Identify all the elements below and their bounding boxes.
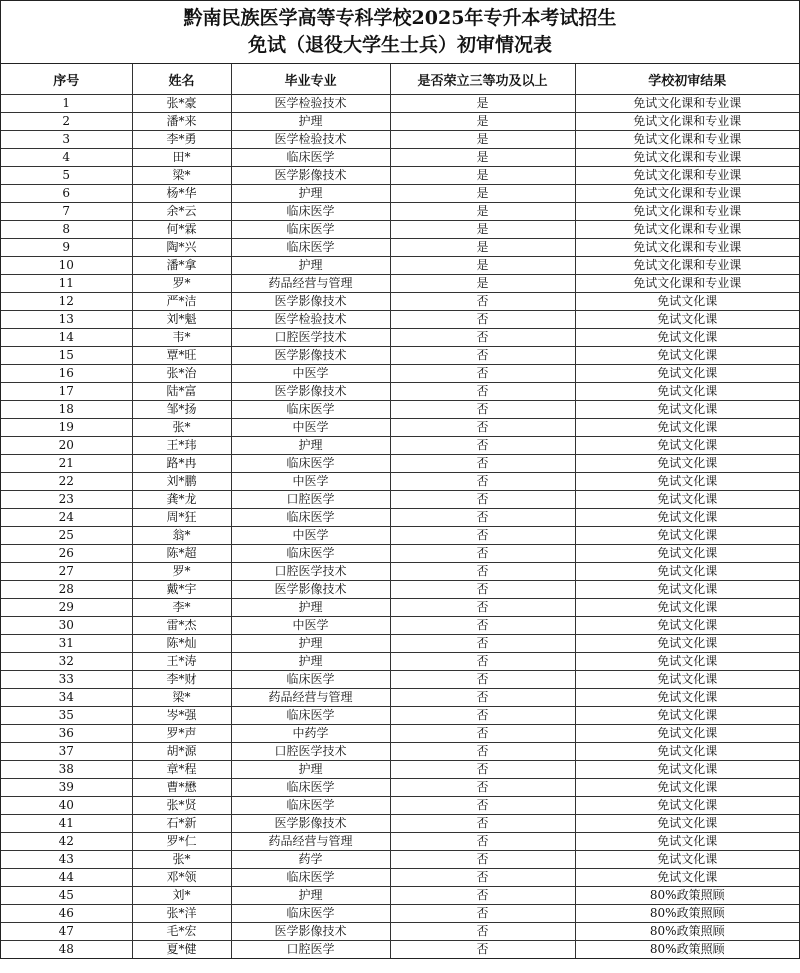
cell-serial-number: 22 bbox=[1, 473, 132, 491]
cell-major: 护理 bbox=[231, 113, 390, 131]
cell-review-result: 免试文化课和专业课 bbox=[575, 149, 799, 167]
cell-serial-number: 25 bbox=[1, 527, 132, 545]
cell-serial-number: 6 bbox=[1, 185, 132, 203]
cell-merit-award: 是 bbox=[390, 113, 575, 131]
cell-merit-award: 否 bbox=[390, 923, 575, 941]
cell-merit-award: 否 bbox=[390, 761, 575, 779]
cell-review-result: 免试文化课和专业课 bbox=[575, 113, 799, 131]
cell-merit-award: 否 bbox=[390, 617, 575, 635]
cell-name: 邹*扬 bbox=[132, 401, 231, 419]
cell-review-result: 80%政策照顾 bbox=[575, 887, 799, 905]
cell-merit-award: 否 bbox=[390, 509, 575, 527]
cell-merit-award: 否 bbox=[390, 815, 575, 833]
cell-major: 临床医学 bbox=[231, 239, 390, 257]
table-row bbox=[1, 365, 799, 383]
cell-name: 韦* bbox=[132, 329, 231, 347]
cell-review-result: 免试文化课 bbox=[575, 581, 799, 599]
cell-serial-number: 39 bbox=[1, 779, 132, 797]
cell-name: 龚*龙 bbox=[132, 491, 231, 509]
cell-major: 临床医学 bbox=[231, 905, 390, 923]
cell-name: 梁* bbox=[132, 689, 231, 707]
table-row bbox=[1, 131, 799, 149]
table-row bbox=[1, 149, 799, 167]
cell-serial-number: 27 bbox=[1, 563, 132, 581]
cell-name: 罗* bbox=[132, 275, 231, 293]
cell-review-result: 免试文化课和专业课 bbox=[575, 275, 799, 293]
cell-review-result: 免试文化课 bbox=[575, 473, 799, 491]
cell-merit-award: 否 bbox=[390, 599, 575, 617]
cell-merit-award: 是 bbox=[390, 221, 575, 239]
table-row bbox=[1, 797, 799, 815]
cell-serial-number: 1 bbox=[1, 95, 132, 113]
header-review-result: 学校初审结果 bbox=[575, 64, 799, 95]
cell-serial-number: 17 bbox=[1, 383, 132, 401]
cell-major: 临床医学 bbox=[231, 707, 390, 725]
cell-name: 张* bbox=[132, 851, 231, 869]
cell-serial-number: 29 bbox=[1, 599, 132, 617]
cell-review-result: 免试文化课 bbox=[575, 689, 799, 707]
cell-serial-number: 7 bbox=[1, 203, 132, 221]
table-row bbox=[1, 347, 799, 365]
cell-merit-award: 是 bbox=[390, 275, 575, 293]
cell-name: 罗*仁 bbox=[132, 833, 231, 851]
cell-review-result: 免试文化课和专业课 bbox=[575, 167, 799, 185]
cell-merit-award: 否 bbox=[390, 887, 575, 905]
cell-review-result: 免试文化课 bbox=[575, 779, 799, 797]
cell-name: 王*玮 bbox=[132, 437, 231, 455]
cell-major: 药学 bbox=[231, 851, 390, 869]
cell-serial-number: 33 bbox=[1, 671, 132, 689]
cell-review-result: 免试文化课 bbox=[575, 545, 799, 563]
cell-merit-award: 否 bbox=[390, 707, 575, 725]
cell-major: 医学影像技术 bbox=[231, 347, 390, 365]
table-row bbox=[1, 707, 799, 725]
cell-merit-award: 否 bbox=[390, 383, 575, 401]
cell-review-result: 免试文化课 bbox=[575, 653, 799, 671]
cell-major: 临床医学 bbox=[231, 671, 390, 689]
cell-review-result: 免试文化课 bbox=[575, 311, 799, 329]
cell-serial-number: 15 bbox=[1, 347, 132, 365]
cell-serial-number: 32 bbox=[1, 653, 132, 671]
cell-review-result: 免试文化课 bbox=[575, 797, 799, 815]
cell-major: 临床医学 bbox=[231, 797, 390, 815]
cell-name: 潘*拿 bbox=[132, 257, 231, 275]
review-results-table bbox=[1, 64, 799, 958]
cell-serial-number: 16 bbox=[1, 365, 132, 383]
cell-review-result: 免试文化课 bbox=[575, 725, 799, 743]
cell-review-result: 免试文化课 bbox=[575, 833, 799, 851]
cell-serial-number: 13 bbox=[1, 311, 132, 329]
cell-review-result: 免试文化课 bbox=[575, 455, 799, 473]
table-row bbox=[1, 743, 799, 761]
cell-merit-award: 否 bbox=[390, 743, 575, 761]
cell-merit-award: 是 bbox=[390, 185, 575, 203]
cell-major: 医学影像技术 bbox=[231, 167, 390, 185]
table-row bbox=[1, 815, 799, 833]
table-row bbox=[1, 851, 799, 869]
cell-review-result: 免试文化课 bbox=[575, 293, 799, 311]
table-row bbox=[1, 419, 799, 437]
cell-serial-number: 21 bbox=[1, 455, 132, 473]
cell-review-result: 免试文化课 bbox=[575, 347, 799, 365]
cell-major: 口腔医学技术 bbox=[231, 563, 390, 581]
cell-name: 陆*富 bbox=[132, 383, 231, 401]
cell-name: 刘*鹏 bbox=[132, 473, 231, 491]
title-line-1: 黔南民族医学高等专科学校2025年专升本考试招生 bbox=[183, 7, 617, 29]
table-row bbox=[1, 905, 799, 923]
cell-name: 张*洋 bbox=[132, 905, 231, 923]
cell-merit-award: 否 bbox=[390, 581, 575, 599]
cell-name: 陶*兴 bbox=[132, 239, 231, 257]
cell-serial-number: 47 bbox=[1, 923, 132, 941]
cell-major: 医学检验技术 bbox=[231, 131, 390, 149]
cell-name: 陈*灿 bbox=[132, 635, 231, 653]
cell-review-result: 免试文化课 bbox=[575, 563, 799, 581]
cell-review-result: 80%政策照顾 bbox=[575, 941, 799, 959]
cell-merit-award: 否 bbox=[390, 635, 575, 653]
table-row bbox=[1, 581, 799, 599]
cell-review-result: 免试文化课 bbox=[575, 401, 799, 419]
cell-major: 护理 bbox=[231, 257, 390, 275]
header-serial-number: 序号 bbox=[1, 64, 132, 95]
cell-major: 药品经营与管理 bbox=[231, 689, 390, 707]
cell-review-result: 免试文化课和专业课 bbox=[575, 203, 799, 221]
cell-serial-number: 42 bbox=[1, 833, 132, 851]
cell-review-result: 免试文化课 bbox=[575, 869, 799, 887]
cell-name: 李* bbox=[132, 599, 231, 617]
cell-merit-award: 否 bbox=[390, 437, 575, 455]
table-row bbox=[1, 635, 799, 653]
cell-major: 护理 bbox=[231, 599, 390, 617]
cell-review-result: 免试文化课和专业课 bbox=[575, 131, 799, 149]
cell-major: 中药学 bbox=[231, 725, 390, 743]
cell-review-result: 免试文化课 bbox=[575, 383, 799, 401]
cell-major: 护理 bbox=[231, 437, 390, 455]
table-row bbox=[1, 509, 799, 527]
cell-merit-award: 否 bbox=[390, 869, 575, 887]
cell-review-result: 免试文化课 bbox=[575, 761, 799, 779]
cell-merit-award: 否 bbox=[390, 293, 575, 311]
table-row bbox=[1, 545, 799, 563]
cell-review-result: 免试文化课和专业课 bbox=[575, 185, 799, 203]
cell-merit-award: 是 bbox=[390, 95, 575, 113]
cell-review-result: 免试文化课和专业课 bbox=[575, 95, 799, 113]
table-row bbox=[1, 311, 799, 329]
table-row bbox=[1, 293, 799, 311]
table-row bbox=[1, 239, 799, 257]
table-row bbox=[1, 617, 799, 635]
cell-major: 中医学 bbox=[231, 419, 390, 437]
cell-name: 夏*健 bbox=[132, 941, 231, 959]
cell-merit-award: 否 bbox=[390, 311, 575, 329]
cell-serial-number: 2 bbox=[1, 113, 132, 131]
cell-name: 刘* bbox=[132, 887, 231, 905]
cell-name: 曹*懋 bbox=[132, 779, 231, 797]
cell-serial-number: 38 bbox=[1, 761, 132, 779]
header-merit-award: 是否荣立三等功及以上 bbox=[390, 64, 575, 95]
cell-major: 临床医学 bbox=[231, 545, 390, 563]
cell-serial-number: 40 bbox=[1, 797, 132, 815]
cell-major: 临床医学 bbox=[231, 221, 390, 239]
cell-name: 严*洁 bbox=[132, 293, 231, 311]
cell-serial-number: 41 bbox=[1, 815, 132, 833]
cell-major: 医学影像技术 bbox=[231, 923, 390, 941]
cell-review-result: 免试文化课 bbox=[575, 599, 799, 617]
cell-merit-award: 是 bbox=[390, 131, 575, 149]
cell-name: 罗* bbox=[132, 563, 231, 581]
cell-major: 药品经营与管理 bbox=[231, 275, 390, 293]
cell-serial-number: 3 bbox=[1, 131, 132, 149]
cell-major: 医学影像技术 bbox=[231, 383, 390, 401]
cell-major: 中医学 bbox=[231, 473, 390, 491]
cell-major: 护理 bbox=[231, 887, 390, 905]
cell-review-result: 免试文化课 bbox=[575, 437, 799, 455]
cell-review-result: 免试文化课 bbox=[575, 329, 799, 347]
cell-major: 临床医学 bbox=[231, 149, 390, 167]
table-row bbox=[1, 761, 799, 779]
cell-name: 张*治 bbox=[132, 365, 231, 383]
cell-review-result: 80%政策照顾 bbox=[575, 923, 799, 941]
table-row bbox=[1, 689, 799, 707]
cell-name: 翁* bbox=[132, 527, 231, 545]
cell-serial-number: 48 bbox=[1, 941, 132, 959]
cell-name: 戴*宇 bbox=[132, 581, 231, 599]
cell-merit-award: 否 bbox=[390, 797, 575, 815]
cell-major: 药品经营与管理 bbox=[231, 833, 390, 851]
cell-name: 梁* bbox=[132, 167, 231, 185]
cell-name: 杨*华 bbox=[132, 185, 231, 203]
cell-major: 护理 bbox=[231, 653, 390, 671]
cell-name: 张* bbox=[132, 419, 231, 437]
cell-serial-number: 18 bbox=[1, 401, 132, 419]
cell-serial-number: 46 bbox=[1, 905, 132, 923]
cell-merit-award: 否 bbox=[390, 347, 575, 365]
cell-serial-number: 31 bbox=[1, 635, 132, 653]
cell-major: 医学检验技术 bbox=[231, 311, 390, 329]
cell-serial-number: 19 bbox=[1, 419, 132, 437]
cell-review-result: 免试文化课和专业课 bbox=[575, 239, 799, 257]
table-row bbox=[1, 599, 799, 617]
table-body bbox=[1, 95, 799, 959]
cell-major: 护理 bbox=[231, 635, 390, 653]
table-row bbox=[1, 491, 799, 509]
cell-major: 医学影像技术 bbox=[231, 581, 390, 599]
header-major: 毕业专业 bbox=[231, 64, 390, 95]
cell-serial-number: 34 bbox=[1, 689, 132, 707]
cell-name: 何*霖 bbox=[132, 221, 231, 239]
cell-merit-award: 否 bbox=[390, 851, 575, 869]
cell-review-result: 免试文化课 bbox=[575, 671, 799, 689]
cell-name: 胡*源 bbox=[132, 743, 231, 761]
document-title bbox=[1, 1, 799, 64]
cell-serial-number: 24 bbox=[1, 509, 132, 527]
table-row bbox=[1, 113, 799, 131]
cell-review-result: 80%政策照顾 bbox=[575, 905, 799, 923]
cell-review-result: 免试文化课 bbox=[575, 743, 799, 761]
table-row bbox=[1, 887, 799, 905]
cell-merit-award: 否 bbox=[390, 779, 575, 797]
cell-merit-award: 否 bbox=[390, 725, 575, 743]
cell-major: 临床医学 bbox=[231, 869, 390, 887]
cell-name: 张*贤 bbox=[132, 797, 231, 815]
table-row bbox=[1, 167, 799, 185]
cell-serial-number: 44 bbox=[1, 869, 132, 887]
cell-major: 口腔医学技术 bbox=[231, 743, 390, 761]
cell-name: 李*财 bbox=[132, 671, 231, 689]
table-row bbox=[1, 185, 799, 203]
cell-name: 石*新 bbox=[132, 815, 231, 833]
cell-name: 张*豪 bbox=[132, 95, 231, 113]
cell-name: 余*云 bbox=[132, 203, 231, 221]
cell-serial-number: 28 bbox=[1, 581, 132, 599]
cell-major: 临床医学 bbox=[231, 203, 390, 221]
table-row bbox=[1, 221, 799, 239]
cell-serial-number: 30 bbox=[1, 617, 132, 635]
cell-merit-award: 否 bbox=[390, 329, 575, 347]
cell-serial-number: 4 bbox=[1, 149, 132, 167]
cell-name: 潘*来 bbox=[132, 113, 231, 131]
cell-review-result: 免试文化课 bbox=[575, 851, 799, 869]
table-row bbox=[1, 923, 799, 941]
cell-major: 护理 bbox=[231, 185, 390, 203]
cell-serial-number: 8 bbox=[1, 221, 132, 239]
cell-merit-award: 否 bbox=[390, 671, 575, 689]
table-row bbox=[1, 779, 799, 797]
table-row bbox=[1, 257, 799, 275]
cell-name: 毛*宏 bbox=[132, 923, 231, 941]
cell-name: 陈*超 bbox=[132, 545, 231, 563]
cell-name: 刘*魁 bbox=[132, 311, 231, 329]
cell-merit-award: 否 bbox=[390, 401, 575, 419]
cell-merit-award: 是 bbox=[390, 257, 575, 275]
cell-merit-award: 否 bbox=[390, 833, 575, 851]
cell-merit-award: 否 bbox=[390, 491, 575, 509]
cell-review-result: 免试文化课 bbox=[575, 419, 799, 437]
cell-serial-number: 23 bbox=[1, 491, 132, 509]
cell-major: 中医学 bbox=[231, 527, 390, 545]
cell-merit-award: 否 bbox=[390, 653, 575, 671]
cell-merit-award: 是 bbox=[390, 149, 575, 167]
table-row bbox=[1, 275, 799, 293]
cell-merit-award: 否 bbox=[390, 455, 575, 473]
cell-serial-number: 9 bbox=[1, 239, 132, 257]
cell-merit-award: 否 bbox=[390, 563, 575, 581]
cell-major: 医学影像技术 bbox=[231, 293, 390, 311]
cell-merit-award: 否 bbox=[390, 905, 575, 923]
cell-merit-award: 否 bbox=[390, 527, 575, 545]
table-row bbox=[1, 437, 799, 455]
cell-merit-award: 否 bbox=[390, 689, 575, 707]
cell-major: 医学检验技术 bbox=[231, 95, 390, 113]
cell-serial-number: 20 bbox=[1, 437, 132, 455]
cell-review-result: 免试文化课 bbox=[575, 527, 799, 545]
cell-review-result: 免试文化课 bbox=[575, 509, 799, 527]
table-header-row bbox=[1, 64, 799, 95]
cell-major: 临床医学 bbox=[231, 509, 390, 527]
cell-name: 覃*旺 bbox=[132, 347, 231, 365]
cell-name: 雷*杰 bbox=[132, 617, 231, 635]
header-name: 姓名 bbox=[132, 64, 231, 95]
cell-serial-number: 45 bbox=[1, 887, 132, 905]
table-row bbox=[1, 527, 799, 545]
table-row bbox=[1, 95, 799, 113]
cell-review-result: 免试文化课 bbox=[575, 365, 799, 383]
cell-merit-award: 否 bbox=[390, 365, 575, 383]
cell-review-result: 免试文化课 bbox=[575, 707, 799, 725]
cell-serial-number: 43 bbox=[1, 851, 132, 869]
cell-review-result: 免试文化课 bbox=[575, 815, 799, 833]
table-row bbox=[1, 725, 799, 743]
table-row bbox=[1, 455, 799, 473]
cell-major: 口腔医学技术 bbox=[231, 329, 390, 347]
cell-serial-number: 26 bbox=[1, 545, 132, 563]
title-line-2: 免试（退役大学生士兵）初审情况表 bbox=[247, 34, 552, 56]
cell-review-result: 免试文化课 bbox=[575, 617, 799, 635]
table-row bbox=[1, 833, 799, 851]
cell-major: 护理 bbox=[231, 761, 390, 779]
cell-major: 临床医学 bbox=[231, 779, 390, 797]
cell-name: 岑*强 bbox=[132, 707, 231, 725]
table-row bbox=[1, 653, 799, 671]
cell-serial-number: 36 bbox=[1, 725, 132, 743]
cell-review-result: 免试文化课 bbox=[575, 635, 799, 653]
cell-serial-number: 37 bbox=[1, 743, 132, 761]
table-row bbox=[1, 383, 799, 401]
cell-name: 章*程 bbox=[132, 761, 231, 779]
cell-major: 口腔医学 bbox=[231, 491, 390, 509]
table-row bbox=[1, 563, 799, 581]
cell-name: 邓*领 bbox=[132, 869, 231, 887]
cell-name: 李*勇 bbox=[132, 131, 231, 149]
cell-name: 罗*声 bbox=[132, 725, 231, 743]
cell-serial-number: 12 bbox=[1, 293, 132, 311]
cell-serial-number: 14 bbox=[1, 329, 132, 347]
cell-merit-award: 否 bbox=[390, 473, 575, 491]
cell-name: 路*冉 bbox=[132, 455, 231, 473]
cell-major: 中医学 bbox=[231, 617, 390, 635]
cell-serial-number: 5 bbox=[1, 167, 132, 185]
cell-review-result: 免试文化课和专业课 bbox=[575, 221, 799, 239]
table-row bbox=[1, 869, 799, 887]
cell-merit-award: 是 bbox=[390, 203, 575, 221]
cell-serial-number: 10 bbox=[1, 257, 132, 275]
cell-merit-award: 否 bbox=[390, 941, 575, 959]
cell-review-result: 免试文化课和专业课 bbox=[575, 257, 799, 275]
cell-major: 临床医学 bbox=[231, 455, 390, 473]
table-row bbox=[1, 329, 799, 347]
table-row bbox=[1, 401, 799, 419]
cell-major: 中医学 bbox=[231, 365, 390, 383]
cell-name: 周*狂 bbox=[132, 509, 231, 527]
cell-major: 口腔医学 bbox=[231, 941, 390, 959]
cell-merit-award: 是 bbox=[390, 167, 575, 185]
cell-serial-number: 35 bbox=[1, 707, 132, 725]
cell-major: 医学影像技术 bbox=[231, 815, 390, 833]
cell-merit-award: 否 bbox=[390, 545, 575, 563]
cell-merit-award: 是 bbox=[390, 239, 575, 257]
cell-major: 临床医学 bbox=[231, 401, 390, 419]
table-row bbox=[1, 473, 799, 491]
cell-merit-award: 否 bbox=[390, 419, 575, 437]
table-row bbox=[1, 941, 799, 959]
cell-name: 王*涛 bbox=[132, 653, 231, 671]
cell-review-result: 免试文化课 bbox=[575, 491, 799, 509]
table-row bbox=[1, 203, 799, 221]
cell-serial-number: 11 bbox=[1, 275, 132, 293]
table-row bbox=[1, 671, 799, 689]
cell-name: 田* bbox=[132, 149, 231, 167]
